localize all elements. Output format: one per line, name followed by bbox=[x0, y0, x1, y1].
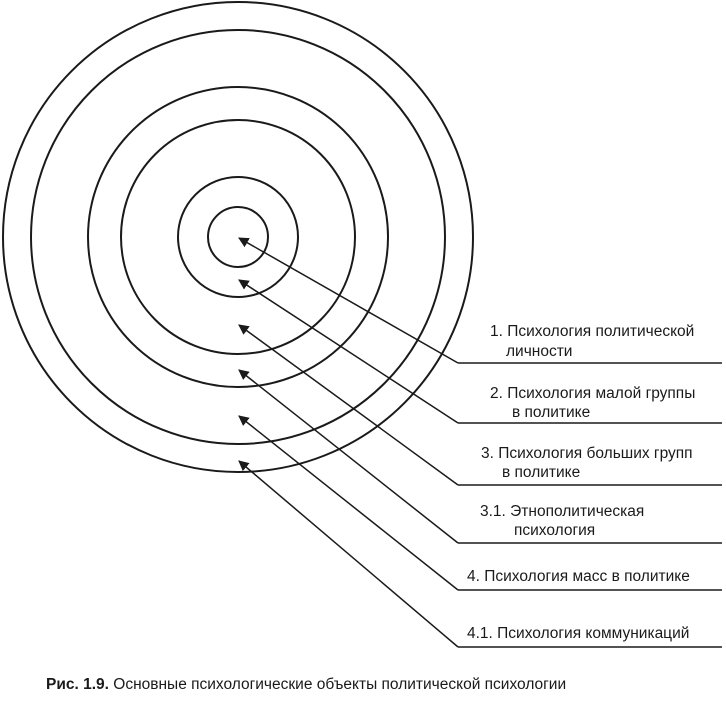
arrow-1 bbox=[239, 238, 458, 363]
label-3-1-line2: психология bbox=[514, 522, 596, 539]
caption-number: Рис. 1.9. bbox=[46, 676, 109, 693]
label-3-1-line1: 3.1. Этнополитическая bbox=[480, 503, 645, 520]
label-3-line1: 3. Психология больших групп bbox=[481, 445, 693, 462]
arrow-5 bbox=[239, 416, 458, 590]
label-2-line1: 2. Психология малой группы bbox=[490, 385, 696, 402]
label-4: 4. Психология масс в политике bbox=[467, 568, 690, 585]
label-1-line2: личности bbox=[506, 343, 573, 360]
arrow-6 bbox=[239, 461, 458, 647]
label-1-line1: 1. Психология политической bbox=[490, 323, 695, 340]
figure-caption bbox=[46, 676, 566, 694]
label-2-line2: в политике bbox=[512, 404, 591, 421]
circle-1 bbox=[208, 207, 268, 267]
arrow-3 bbox=[239, 325, 458, 485]
caption-text: Основные психологические объекты политической психологии bbox=[113, 676, 567, 693]
label-3-line2: в политике bbox=[502, 464, 581, 481]
label-4-1: 4.1. Психология коммуникаций bbox=[467, 625, 690, 642]
circle-5 bbox=[31, 30, 445, 444]
arrow-4 bbox=[239, 370, 458, 543]
circle-2 bbox=[178, 177, 298, 297]
circle-3 bbox=[121, 120, 355, 354]
circle-6 bbox=[3, 2, 473, 472]
arrow-2 bbox=[239, 280, 458, 423]
circle-4 bbox=[88, 87, 388, 387]
